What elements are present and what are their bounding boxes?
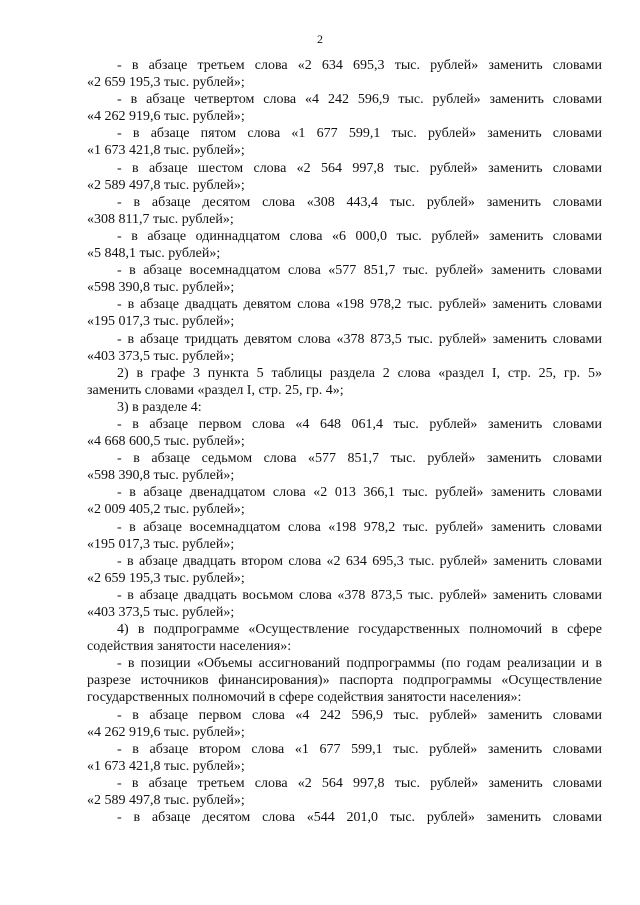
paragraph <box>87 91 602 125</box>
paragraph-first-line: - в абзаце двенадцатом слова «2 013 366,1 тыс. рублей» заменить словами <box>117 485 602 501</box>
paragraph <box>87 553 602 587</box>
paragraph-first-line: - в абзаце пятом слова «1 677 599,1 тыс. рублей» заменить словами <box>117 126 602 142</box>
paragraph-continuation: «2 589 497,8 тыс. рублей»; <box>87 177 245 193</box>
paragraph-continuation: «4 262 919,6 тыс. рублей»; <box>87 109 245 125</box>
page-number: 2 <box>317 32 323 46</box>
paragraph <box>87 655 602 706</box>
paragraph-continuation: «2 009 405,2 тыс. рублей»; <box>87 502 245 518</box>
paragraph <box>87 809 602 826</box>
paragraph-first-line: - в абзаце двадцать восьмом слова «378 873,5 тыс. рублей» заменить словами <box>117 587 602 603</box>
paragraph-continuation: «4 668 600,5 тыс. рублей»; <box>87 434 245 450</box>
paragraph-first-line: - в абзаце восемнадцатом слова «198 978,2 тыс. рублей» заменить словами <box>117 519 602 535</box>
paragraph <box>87 331 602 365</box>
paragraph-first-line: - в абзаце первом слова «4 242 596,9 тыс. рублей» заменить словами <box>117 707 602 723</box>
paragraph-continuation: заменить словами «раздел I, стр. 25, гр. 4»; <box>87 382 344 398</box>
paragraph-first-line: - в позиции «Объемы ассигнований подпрограммы (по годам реализации и в <box>117 656 602 672</box>
paragraph <box>87 621 602 655</box>
paragraph-first-line: - в абзаце двадцать втором слова «2 634 695,3 тыс. рублей» заменить словами <box>117 553 602 569</box>
paragraph-first-line: - в абзаце седьмом слова «577 851,7 тыс. рублей» заменить словами <box>117 451 602 467</box>
paragraph <box>87 194 602 228</box>
paragraph-continuation: «598 390,8 тыс. рублей»; <box>87 280 235 296</box>
paragraph <box>87 587 602 621</box>
paragraph <box>87 707 602 741</box>
paragraph-first-line: - в абзаце четвертом слова «4 242 596,9 тыс. рублей» заменить словами <box>117 92 602 108</box>
paragraph-first-line: 4) в подпрограмме «Осуществление государственных полномочий в сфере <box>117 622 602 638</box>
paragraph <box>87 57 602 91</box>
paragraph <box>87 416 602 450</box>
paragraph <box>87 519 602 553</box>
paragraph-continuation: «2 659 195,3 тыс. рублей»; <box>87 75 245 91</box>
paragraph <box>87 365 602 399</box>
paragraph-continuation: «403 373,5 тыс. рублей»; <box>87 605 235 620</box>
paragraph-first-line: 2) в графе 3 пункта 5 таблицы раздела 2 слова «раздел I, стр. 25, гр. 5» <box>117 365 602 381</box>
paragraph <box>87 160 602 194</box>
paragraph-first-line: - в абзаце десятом слова «308 443,4 тыс. рублей» заменить словами <box>117 194 602 210</box>
paragraph <box>87 484 602 518</box>
paragraph-continuation: «5 848,1 тыс. рублей»; <box>87 246 221 262</box>
document-body <box>87 57 602 826</box>
paragraph-continuation: «2 589 497,8 тыс. рублей»; <box>87 793 245 809</box>
paragraph-first-line: 3) в разделе 4: <box>117 399 202 415</box>
paragraph-first-line: - в абзаце тридцать девятом слова «378 873,5 тыс. рублей» заменить словами <box>117 331 602 347</box>
paragraph <box>87 450 602 484</box>
paragraph-first-line: - в абзаце одиннадцатом слова «6 000,0 тыс. рублей» заменить словами <box>117 228 602 244</box>
paragraph-continuation: разрезе источников финансирования)» паспорта подпрограммы «Осуществление государственных полномочий в сфере содействия занятости населения»: <box>87 673 602 706</box>
paragraph <box>87 741 602 775</box>
paragraph-first-line: - в абзаце втором слова «1 677 599,1 тыс. рублей» заменить словами <box>117 741 602 757</box>
paragraph-continuation: «308 811,7 тыс. рублей»; <box>87 211 234 227</box>
paragraph-continuation: «2 659 195,3 тыс. рублей»; <box>87 570 245 586</box>
paragraph-first-line: - в абзаце первом слова «4 648 061,4 тыс. рублей» заменить словами <box>117 416 602 432</box>
paragraph-continuation: «1 673 421,8 тыс. рублей»; <box>87 143 245 159</box>
paragraph <box>87 775 602 809</box>
paragraph-continuation: «4 262 919,6 тыс. рублей»; <box>87 724 245 740</box>
paragraph-first-line: - в абзаце десятом слова «544 201,0 тыс. рублей» заменить словами <box>117 810 602 826</box>
paragraph-first-line: - в абзаце шестом слова «2 564 997,8 тыс. рублей» заменить словами <box>117 160 602 176</box>
paragraph-first-line: - в абзаце двадцать девятом слова «198 978,2 тыс. рублей» заменить словами <box>117 297 602 313</box>
paragraph <box>87 399 602 416</box>
paragraph-first-line: - в абзаце восемнадцатом слова «577 851,7 тыс. рублей» заменить словами <box>117 263 602 279</box>
paragraph-continuation: «598 390,8 тыс. рублей»; <box>87 468 235 484</box>
paragraph-continuation: содействия занятости населения»: <box>87 639 292 655</box>
paragraph-first-line: - в абзаце третьем слова «2 634 695,3 тыс. рублей» заменить словами <box>117 58 602 73</box>
paragraph <box>87 262 602 296</box>
paragraph-continuation: «403 373,5 тыс. рублей»; <box>87 348 235 364</box>
paragraph <box>87 125 602 159</box>
paragraph <box>87 296 602 330</box>
paragraph-continuation: «195 017,3 тыс. рублей»; <box>87 536 235 552</box>
paragraph-continuation: «1 673 421,8 тыс. рублей»; <box>87 758 245 774</box>
paragraph-first-line: - в абзаце третьем слова «2 564 997,8 тыс. рублей» заменить словами <box>117 775 602 791</box>
paragraph <box>87 228 602 262</box>
paragraph-continuation: «195 017,3 тыс. рублей»; <box>87 314 235 330</box>
